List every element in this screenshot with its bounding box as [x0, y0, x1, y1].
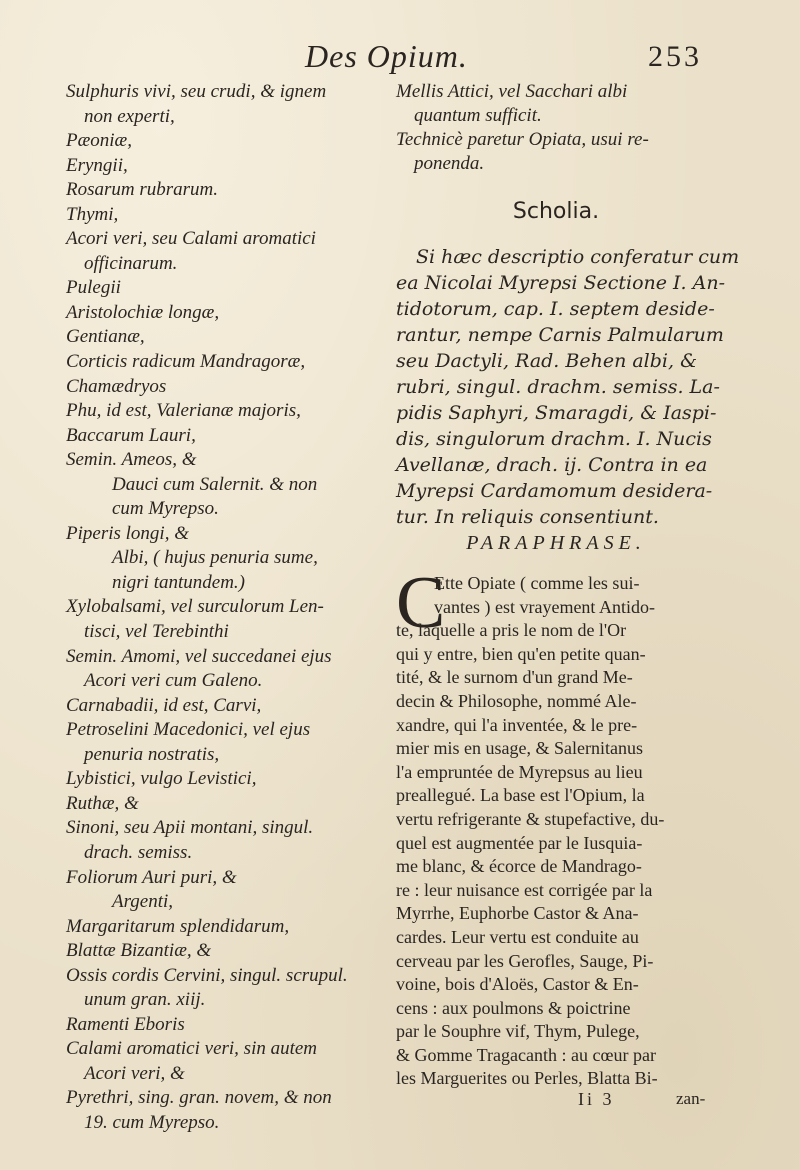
page-title: Des Opium. [305, 38, 468, 74]
ingredient-line: Dauci cum Salernit. & non [112, 473, 318, 495]
scholia-line: Avellanæ, drach. ij. Contra in ea [396, 454, 708, 476]
ingredient-line: Calami aromatici veri, sin autem [66, 1038, 318, 1060]
scholia-text [396, 244, 740, 530]
ingredient-list-right [396, 80, 716, 176]
ingredient-line: Mellis Attici, vel Sacchari albi [396, 81, 628, 102]
paraphrase-line: tité, & le surnom d'un grand Me- [396, 667, 633, 688]
ingredient-line: Albi, ( hujus penuria sume, [112, 547, 318, 569]
ingredient-line: 19. cum Myrepso. [84, 1111, 220, 1133]
ingredient-line: officinarum. [84, 252, 178, 274]
scholia-line: pidis Saphyri, Smaragdi, & Iaspi- [396, 402, 717, 424]
ingredient-line: Ramenti Eboris [66, 1013, 185, 1035]
ingredient-line: ponenda. [414, 153, 485, 174]
catchword: zan- [676, 1089, 706, 1108]
paraphrase-heading: PARAPHRASE. [466, 532, 646, 554]
ingredient-line: quantum sufficit. [414, 105, 542, 126]
paraphrase-line: vantes ) est vrayement Antido- [434, 596, 655, 617]
ingredient-line: Rosarum rubrarum. [66, 179, 219, 201]
ingredient-line: non experti, [84, 105, 175, 127]
paraphrase-text [396, 562, 714, 1091]
scholia-line: Si hæc descriptio conferatur cum [416, 246, 740, 268]
ingredient-list-left [66, 80, 386, 1136]
paraphrase-line: l'a empruntée de Myrepsus au lieu [396, 761, 643, 782]
ingredient-line: Acori veri, & [84, 1062, 185, 1084]
ingredient-line: Gentianæ, [66, 326, 145, 348]
ingredient-line: Blattæ Bizantiæ, & [66, 940, 212, 962]
paraphrase-line: voine, bois d'Aloës, Castor & En- [396, 974, 639, 995]
ingredient-line: Semin. Amomi, vel succedanei ejus [66, 645, 332, 667]
ingredient-line: Phu, id est, Valerianæ majoris, [66, 400, 301, 422]
paraphrase-line: me blanc, & écorce de Mandrago- [396, 856, 642, 877]
ingredient-line: Xylobalsami, vel surculorum Len- [66, 596, 324, 618]
ingredient-line: cum Myrepso. [112, 498, 219, 520]
ingredient-line: Thymi, [66, 203, 119, 225]
ingredient-line: Baccarum Lauri, [66, 424, 196, 446]
ingredient-line: Pæoniæ, [66, 130, 132, 152]
ingredient-line: Ossis cordis Cervini, singul. scrupul. [66, 964, 348, 986]
ingredient-line: Technicè paretur Opiata, usui re- [396, 129, 649, 150]
ingredient-line: Sinoni, seu Apii montani, singul. [66, 817, 314, 839]
running-header [0, 36, 800, 86]
ingredient-line: Corticis radicum Mandragoræ, [66, 351, 306, 373]
scholia-line: Myrepsi Cardamomum desidera- [396, 480, 713, 502]
ingredient-line: Piperis longi, & [66, 522, 189, 544]
ingredient-line: Pyrethri, sing. gran. novem, & non [66, 1087, 332, 1109]
ingredient-line: Eryngii, [66, 154, 128, 176]
ingredient-line: Acori veri cum Galeno. [84, 670, 263, 692]
ingredient-line: Acori veri, seu Calami aromatici [66, 228, 316, 250]
paraphrase-line: qui y entre, bien qu'en petite quan- [396, 643, 646, 664]
ingredient-line: Aristolochiæ longæ, [66, 301, 220, 323]
ingredient-line: Semin. Ameos, & [66, 449, 197, 471]
ingredient-line: Lybistici, vulgo Levistici, [66, 768, 257, 790]
scholia-line: tidotorum, cap. I. septem deside- [396, 298, 715, 320]
paraphrase-line: mier mis en usage, & Salernitanus [396, 738, 643, 759]
ingredient-line: Petroselini Macedonici, vel ejus [66, 719, 311, 741]
paraphrase-line: par le Souphre vif, Thym, Pulege, [396, 1021, 640, 1042]
paraphrase-line: preallegué. La base est l'Opium, la [396, 785, 645, 806]
paraphrase-line: te, laquelle a pris le nom de l'Or [396, 620, 627, 641]
scholia-line: tur. In reliquis consentiunt. [396, 506, 659, 528]
ingredient-line: tisci, vel Terebinthi [84, 621, 229, 643]
scholia-line: rantur, nempe Carnis Palmularum [396, 324, 724, 346]
scholia-heading: Scholia. [512, 199, 600, 224]
paraphrase-line: vertu refrigerante & stupefactive, du- [396, 808, 665, 829]
page-number: 253 [648, 40, 702, 73]
scholia-line: dis, singulorum drachm. I. Nucis [396, 428, 712, 450]
paraphrase-line: decin & Philosophe, nommé Ale- [396, 690, 637, 711]
drop-cap: C [396, 562, 446, 644]
paraphrase-line: xandre, qui l'a inventée, & le pre- [396, 714, 638, 735]
paraphrase-line: re : leur nuisance est corrigée par la [396, 879, 653, 900]
paraphrase-line: & Gomme Tragacanth : au cœur par [396, 1044, 656, 1065]
ingredient-line: nigri tantundem.) [112, 571, 245, 593]
ingredient-line: Foliorum Auri puri, & [66, 866, 237, 888]
scholia-line: ea Nicolai Myrepsi Sectione I. An- [396, 272, 725, 294]
ingredient-line: penuria nostratis, [84, 743, 220, 765]
ingredient-line: drach. semiss. [84, 841, 193, 863]
ingredient-line: Carnabadii, id est, Carvi, [66, 694, 262, 716]
ingredient-line: Chamædryos [66, 375, 167, 397]
signature-mark: Ii 3 [578, 1089, 615, 1109]
scholia-line: seu Dactyli, Rad. Behen albi, & [396, 350, 697, 372]
paraphrase-line: cens : aux poulmons & poictrine [396, 997, 631, 1018]
ingredient-line: Margaritarum splendidarum, [66, 915, 290, 937]
ingredient-line: Ruthæ, & [66, 792, 139, 814]
ingredient-line: unum gran. xiij. [84, 989, 206, 1011]
paraphrase-line: les Marguerites ou Perles, Blatta Bi- [396, 1068, 658, 1089]
paraphrase-line: cardes. Leur vertu est conduite au [396, 926, 639, 947]
paraphrase-line: quel est augmentée par le Iusquia- [396, 832, 643, 853]
scholia-line: rubri, singul. drachm. semiss. La- [396, 376, 720, 398]
paraphrase-line: cerveau par les Gerofles, Sauge, Pi- [396, 950, 654, 971]
ingredient-line: Argenti, [112, 891, 174, 913]
ingredient-line: Sulphuris vivi, seu crudi, & ignem [66, 81, 327, 102]
paraphrase-line: Myrrhe, Euphorbe Castor & Ana- [396, 903, 639, 924]
ingredient-line: Pulegii [66, 277, 121, 299]
paraphrase-line: Ette Opiate ( comme les sui- [434, 573, 640, 593]
